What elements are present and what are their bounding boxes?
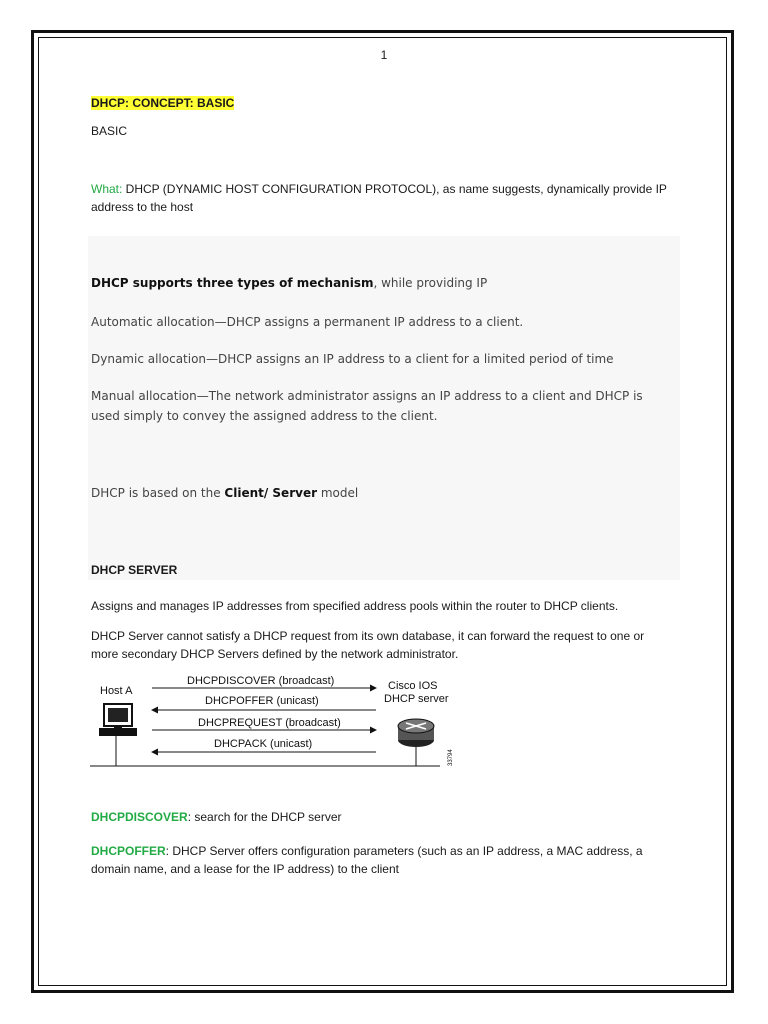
mechanism-intro-bold: DHCP supports three types of mechanism — [91, 276, 374, 290]
server-label-line2: DHCP server — [384, 693, 449, 705]
dhcpoffer-text-line2: domain name, and a lease for the IP address) to the client — [91, 862, 399, 876]
what-label: What: — [91, 182, 123, 196]
mechanism-intro-rest: , while providing IP — [373, 276, 488, 290]
page-number: 1 — [380, 48, 388, 62]
manual-allocation-line2: used simply to convey the assigned address to the client. — [91, 409, 438, 423]
what-paragraph — [91, 180, 681, 216]
msg-dhcpdiscover: DHCPDISCOVER (broadcast) — [187, 675, 335, 687]
automatic-allocation: Automatic allocation—DHCP assigns a permanent IP address to a client. — [91, 315, 524, 329]
model-post: model — [317, 486, 359, 500]
dhcp-server-title: DHCP SERVER — [91, 563, 178, 577]
model-pre: DHCP is based on the — [91, 486, 225, 500]
dhcpdiscover-text: : search for the DHCP server — [187, 810, 342, 824]
dhcp-exchange-diagram — [90, 670, 470, 770]
manual-allocation-line1: Manual allocation—The network administrator assigns an IP address to a client and DHCP is — [91, 389, 643, 403]
model-bold: Client/ Server — [224, 486, 317, 500]
msg-dhcpoffer: DHCPOFFER (unicast) — [205, 695, 319, 707]
dhcp-server-paragraph-2 — [91, 627, 681, 663]
dhcp-server-paragraph-2-line2: more secondary DHCP Servers defined by the network administrator. — [91, 647, 459, 661]
dhcp-server-paragraph-1: Assigns and manages IP addresses from specified address pools within the router to DHCP clients. — [91, 599, 619, 613]
dhcpdiscover-term: DHCPDISCOVER — [91, 810, 188, 824]
what-text-line2: address to the host — [91, 200, 194, 214]
figure-id: 33794 — [448, 749, 454, 766]
dhcpoffer-definition — [91, 842, 681, 878]
what-text: DHCP (DYNAMIC HOST CONFIGURATION PROTOCOL), as name suggests, dynamically provide IP — [122, 182, 667, 196]
msg-dhcpack: DHCPACK (unicast) — [214, 738, 313, 750]
dhcpoffer-text-line1: : DHCP Server offers configuration parameters (such as an IP address, a MAC address, a — [165, 844, 643, 858]
subheading: BASIC — [91, 124, 128, 138]
dhcpdiscover-definition — [91, 808, 342, 826]
router-icon — [398, 719, 434, 747]
dhcp-server-paragraph-2-line1: DHCP Server cannot satisfy a DHCP request from its own database, it can forward the request to one or — [91, 629, 645, 643]
dhcpoffer-term: DHCPOFFER — [91, 844, 166, 858]
server-label-line1: Cisco IOS — [388, 680, 438, 692]
host-a-label: Host A — [100, 685, 133, 697]
host-computer-icon — [99, 704, 137, 736]
document-heading — [91, 94, 234, 112]
msg-dhcprequest: DHCPREQUEST (broadcast) — [198, 717, 341, 729]
manual-allocation — [91, 386, 671, 426]
client-server-model — [91, 483, 358, 503]
heading-highlight: DHCP: CONCEPT: BASIC — [91, 96, 235, 110]
dynamic-allocation: Dynamic allocation—DHCP assigns an IP address to a client for a limited period of time — [91, 352, 614, 366]
mechanism-intro — [91, 273, 487, 293]
